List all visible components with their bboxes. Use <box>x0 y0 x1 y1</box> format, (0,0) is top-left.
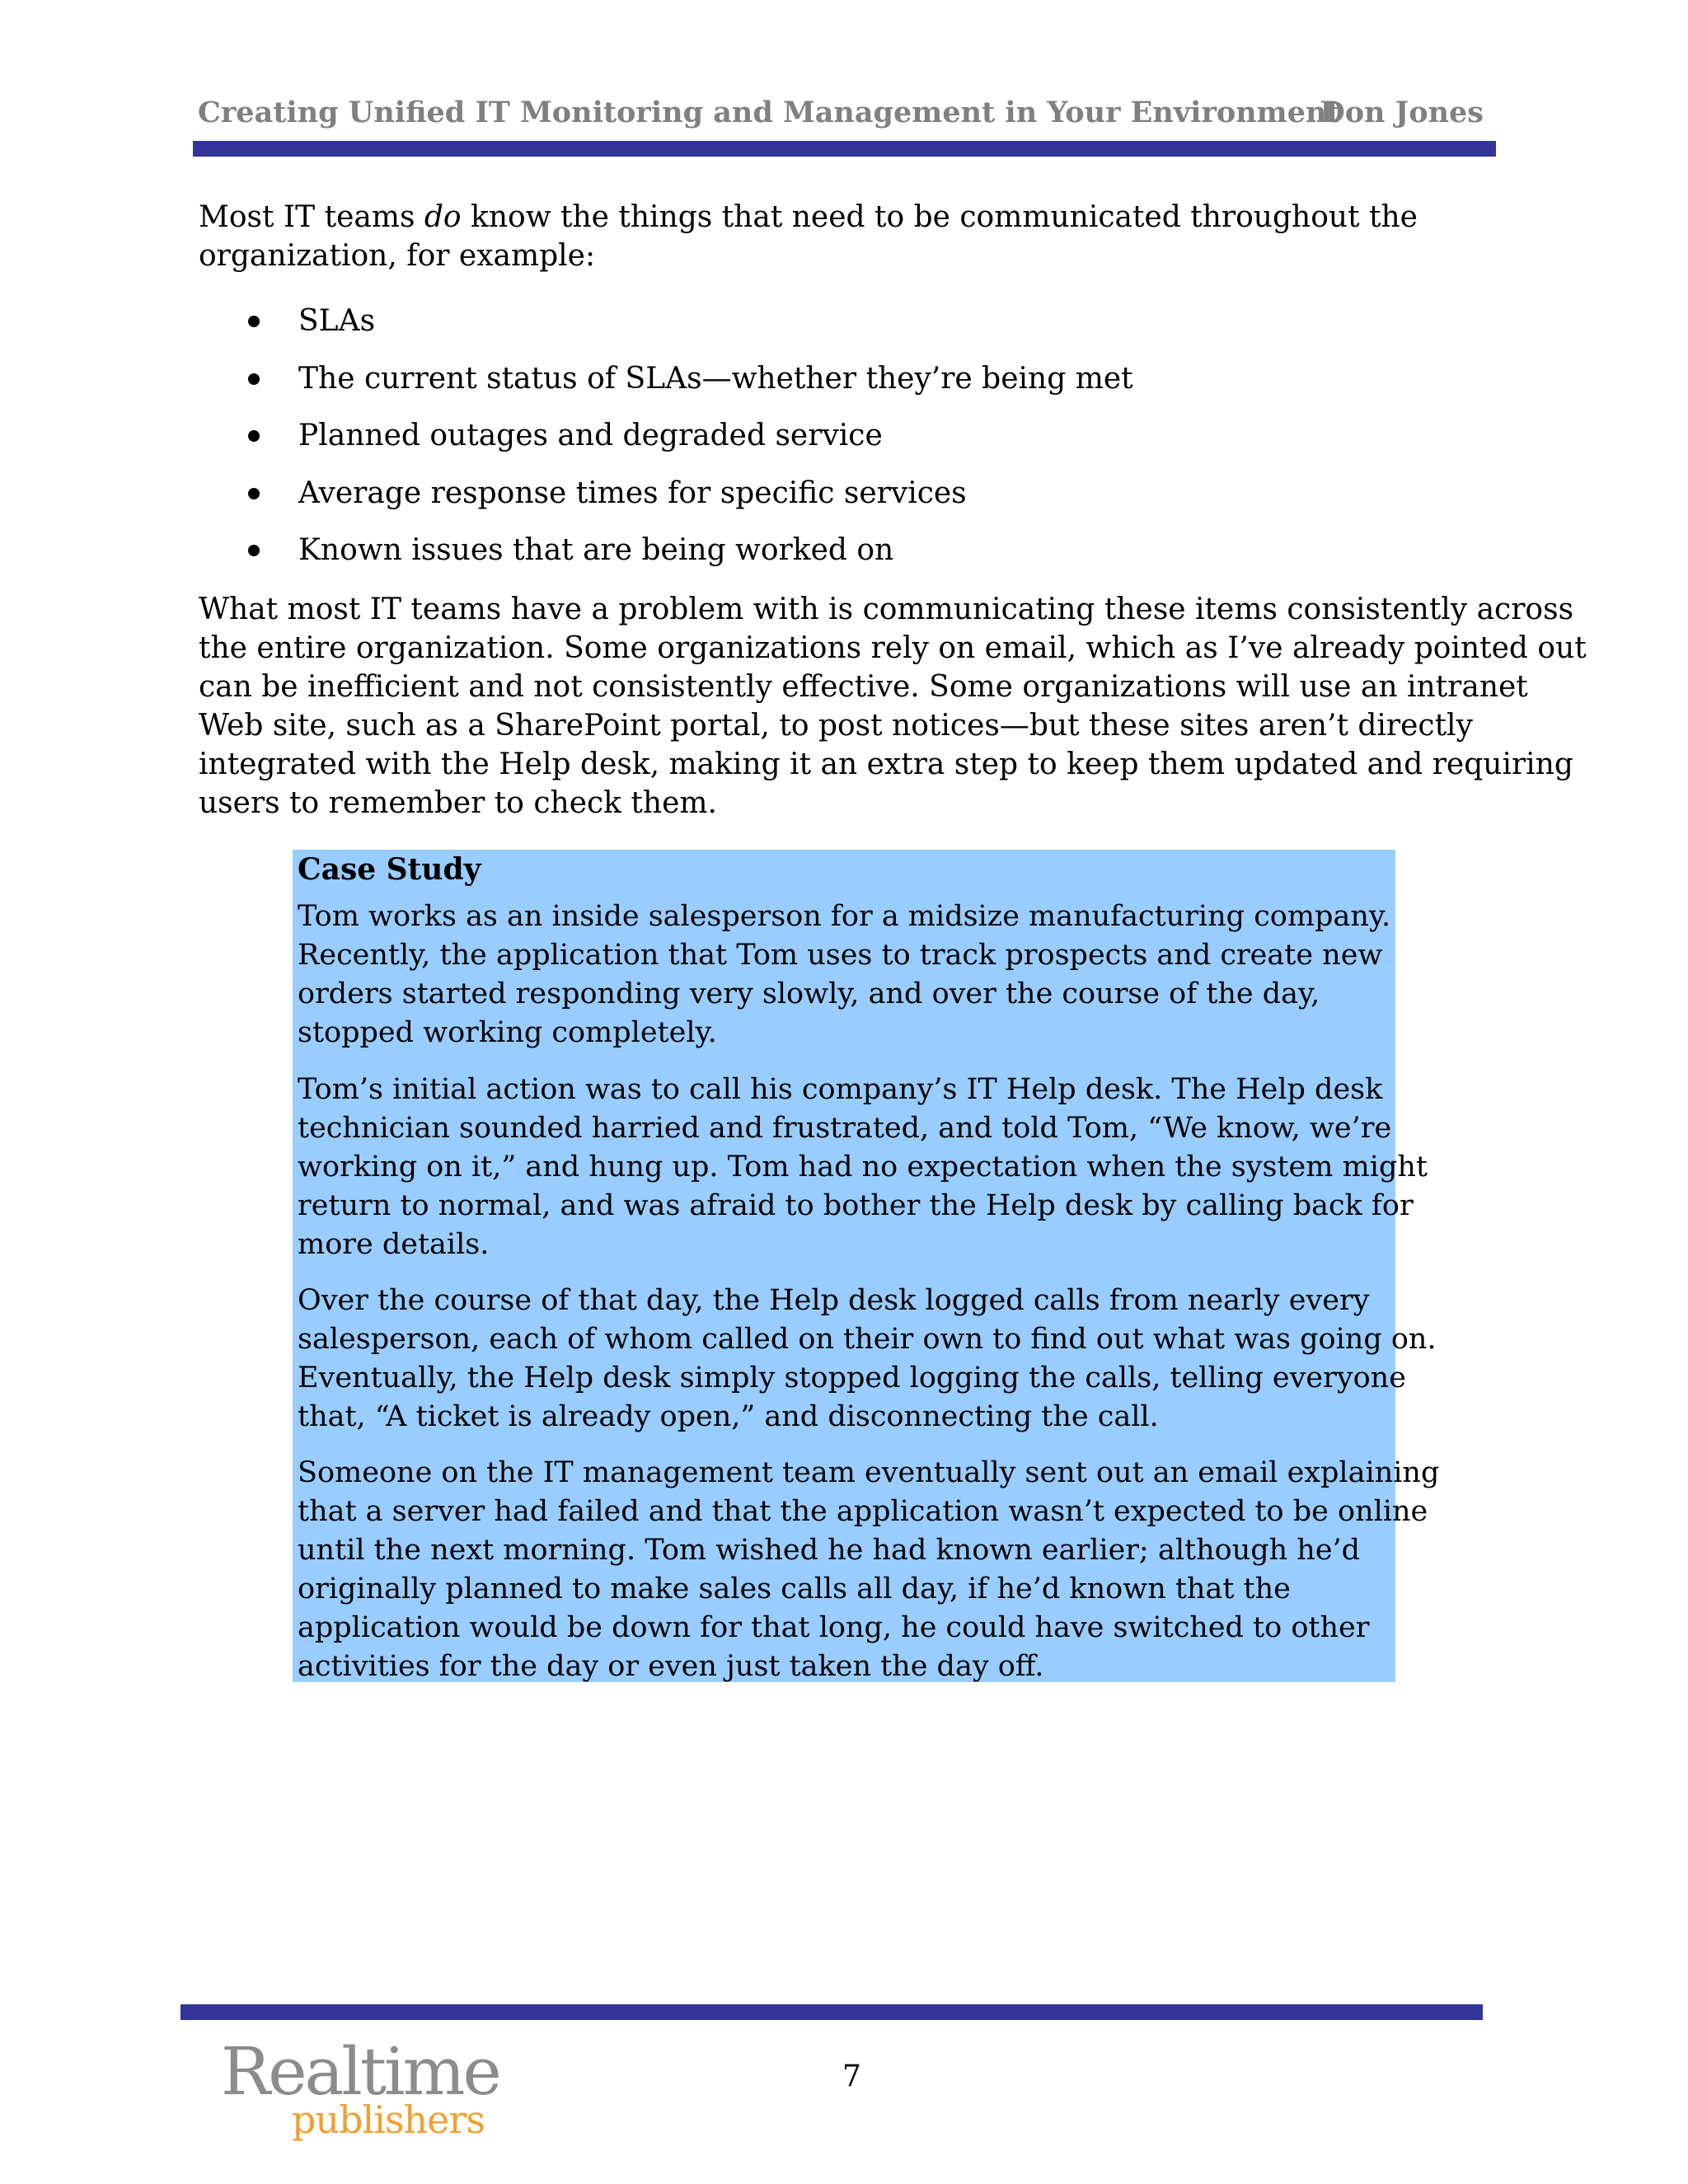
text-line: orders started responding very slowly, and over the course of the day, <box>298 977 1320 1010</box>
text-line: Web site, such as a SharePoint portal, to post notices—but these sites aren’t directly <box>199 709 1473 743</box>
text-line: application would be down for that long, he could have switched to other <box>298 1611 1370 1644</box>
text-line: Tom works as an inside salesperson for a midsize manufacturing company. <box>298 900 1391 933</box>
bullet-icon <box>248 430 260 442</box>
text-line: until the next morning. Tom wished he had known earlier; although he’d <box>298 1534 1361 1567</box>
intro-emphasis: do <box>424 200 462 234</box>
list-item <box>247 302 1133 359</box>
page-header <box>198 96 1484 137</box>
bullet-list <box>247 302 1133 588</box>
text-line: that, “A ticket is already open,” and disconnecting the call. <box>298 1400 1159 1433</box>
footer-rule <box>181 2004 1483 2020</box>
text-line: more details. <box>298 1228 490 1261</box>
text-line: Tom’s initial action was to call his company’s IT Help desk. The Help desk <box>298 1073 1383 1106</box>
bullet-icon <box>248 316 260 327</box>
intro-paragraph <box>199 198 1501 275</box>
text-line: stopped working completely. <box>298 1016 717 1049</box>
list-item-text: Average response times for specific services <box>298 476 967 510</box>
logo-wordmark-publishers: publishers <box>292 2097 485 2142</box>
page-number: 7 <box>842 2060 861 2093</box>
text-line: Recently, the application that Tom uses to track prospects and create new <box>298 939 1383 972</box>
case-study-paragraph-3 <box>298 1282 1437 1436</box>
header-rule <box>193 141 1496 157</box>
text-line: that a server had failed and that the application wasn’t expected to be online <box>298 1495 1428 1528</box>
text-line: integrated with the Help desk, making it an extra step to keep them updated and requiring <box>199 748 1573 781</box>
text-line: return to normal, and was afraid to bother the Help desk by calling back for <box>298 1189 1414 1222</box>
text-line: working on it,” and hung up. Tom had no expectation when the system might <box>298 1151 1428 1183</box>
case-study-box <box>293 850 1440 1683</box>
case-study-heading: Case Study <box>298 852 481 887</box>
case-study-paragraph-2 <box>298 1071 1428 1264</box>
list-item <box>247 359 1133 417</box>
intro-rest: know the things that need to be communicated throughout the <box>461 200 1418 234</box>
bullet-icon <box>248 545 260 556</box>
case-study-paragraph-4 <box>298 1454 1439 1686</box>
list-item <box>247 531 1133 588</box>
text-line: the entire organization. Some organizations rely on email, which as I’ve already pointed out <box>199 631 1587 665</box>
list-item-text: Known issues that are being worked on <box>298 533 894 567</box>
list-item <box>247 474 1133 532</box>
bullet-icon <box>248 373 260 385</box>
text-line: Eventually, the Help desk simply stopped logging the calls, telling everyone <box>298 1361 1406 1394</box>
text-line: users to remember to check them. <box>199 786 717 820</box>
problem-paragraph <box>199 590 1587 823</box>
document-title: Creating Unified IT Monitoring and Management in Your Environment <box>198 96 1340 129</box>
logo-wordmark-realtime: Realtime <box>221 2033 499 2110</box>
realtime-publishers-logo <box>221 2033 499 2143</box>
list-item-text: Planned outages and degraded service <box>298 419 883 452</box>
case-study-paragraph-1 <box>298 898 1390 1052</box>
text-line: technician sounded harried and frustrated, and told Tom, “We know, we’re <box>298 1112 1392 1145</box>
intro-lead: Most IT teams <box>199 200 424 234</box>
text-line: Someone on the IT management team eventually sent out an email explaining <box>298 1456 1440 1489</box>
bullet-icon <box>248 488 260 499</box>
author-name: Don Jones <box>1320 96 1484 129</box>
list-item-text: SLAs <box>298 304 376 338</box>
list-item <box>247 416 1133 474</box>
text-line: Over the course of that day, the Help desk logged calls from nearly every <box>298 1284 1370 1317</box>
list-item-text: The current status of SLAs—whether they’re being met <box>298 361 1133 396</box>
text-line: What most IT teams have a problem with is communicating these items consistently across <box>199 593 1574 626</box>
text-line: activities for the day or even just taken the day off. <box>298 1650 1044 1683</box>
intro-line2: organization, for example: <box>199 239 596 273</box>
text-line: salesperson, each of whom called on their own to find out what was going on. <box>298 1323 1437 1356</box>
text-line: can be inefficient and not consistently effective. Some organizations will use an intranet <box>199 670 1528 704</box>
text-line: originally planned to make sales calls all day, if he’d known that the <box>298 1572 1291 1605</box>
